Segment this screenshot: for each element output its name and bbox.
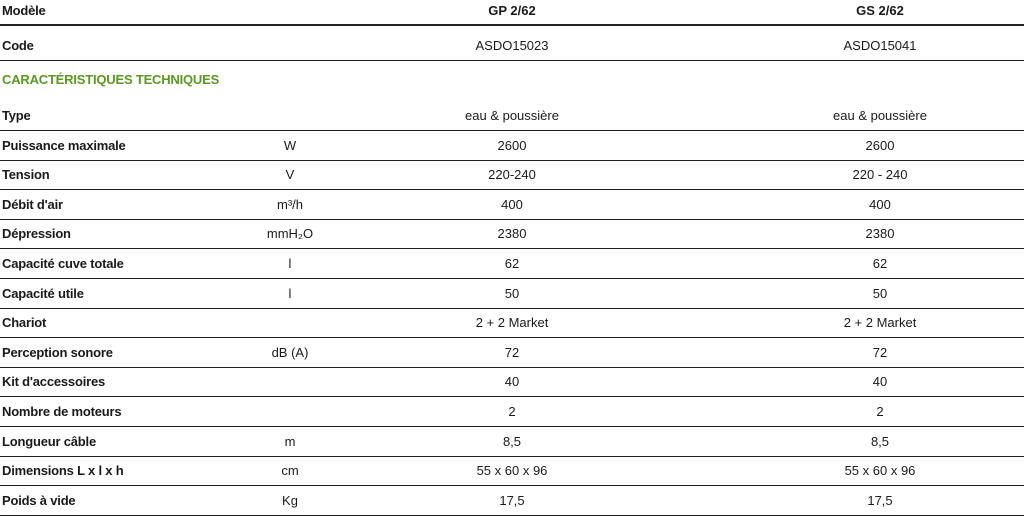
spec-unit: cm (281, 463, 299, 478)
code-label: Code (2, 38, 34, 53)
spec-row (0, 487, 1024, 516)
spec-row (0, 339, 1024, 368)
spec-label: Tension (2, 167, 50, 182)
spec-unit: mmH₂O (266, 226, 314, 241)
spec-value-2: 2 + 2 Market (843, 315, 917, 330)
spec-value-1: 8,5 (502, 434, 522, 449)
spec-value-1: 2380 (497, 226, 527, 241)
spec-value-1: 2 + 2 Market (475, 315, 549, 330)
spec-label: Perception sonore (2, 345, 113, 360)
spec-label: Nombre de moteurs (2, 404, 122, 419)
spec-label: Capacité utile (2, 286, 84, 301)
spec-value-1: 40 (504, 374, 520, 389)
spec-label: Kit d'accessoires (2, 374, 106, 389)
model-header-row (0, 0, 1024, 26)
spec-value-2: 2 (876, 404, 884, 419)
spec-unit: W (283, 138, 297, 153)
code-row (0, 32, 1024, 61)
model-label: Modèle (2, 3, 46, 18)
spec-value-1: 72 (504, 345, 520, 360)
spec-unit: l (288, 256, 292, 271)
spec-row (0, 457, 1024, 486)
spec-value-2: 40 (872, 374, 888, 389)
spec-value-1: 400 (501, 197, 523, 212)
spec-unit (230, 368, 350, 396)
spec-row (0, 280, 1024, 309)
spec-value-2: eau & poussière (833, 108, 927, 123)
spec-row (0, 102, 1024, 131)
model-name-1: GP 2/62 (488, 3, 536, 18)
spec-value-2: 8,5 (870, 434, 890, 449)
spec-row (0, 428, 1024, 457)
spec-unit: m³/h (277, 197, 303, 212)
spec-unit: l (288, 286, 292, 301)
spec-value-1: eau & poussière (465, 108, 559, 123)
spec-row (0, 191, 1024, 220)
spec-label: Longueur câble (2, 434, 96, 449)
spec-value-2: 72 (872, 345, 888, 360)
spec-value-1: 2600 (497, 138, 527, 153)
spec-value-2: 50 (872, 286, 888, 301)
spec-unit (230, 309, 350, 337)
spec-row (0, 309, 1024, 338)
spec-value-2: 62 (872, 256, 888, 271)
code-value-1: ASDO15023 (475, 38, 549, 53)
spec-value-2: 55 x 60 x 96 (844, 463, 916, 478)
spec-unit (230, 398, 350, 426)
spec-value-2: 2380 (865, 226, 895, 241)
spec-value-1: 220-240 (488, 167, 536, 182)
spec-row (0, 398, 1024, 427)
spec-value-1: 55 x 60 x 96 (476, 463, 548, 478)
spec-unit: Kg (282, 493, 298, 508)
spec-value-1: 50 (504, 286, 520, 301)
spec-label: Type (2, 108, 31, 123)
spec-row (0, 132, 1024, 161)
spec-label: Puissance maximale (2, 138, 126, 153)
code-value-2: ASDO15041 (843, 38, 917, 53)
spec-row (0, 220, 1024, 249)
spec-unit: V (285, 167, 295, 182)
spec-value-1: 62 (504, 256, 520, 271)
spec-value-1: 17,5 (499, 493, 525, 508)
spec-unit: dB (A) (271, 345, 309, 360)
spec-value-2: 400 (869, 197, 891, 212)
spec-row (0, 368, 1024, 397)
spec-unit: m (284, 434, 296, 449)
spec-value-2: 17,5 (867, 493, 893, 508)
spec-value-1: 2 (508, 404, 516, 419)
spec-label: Débit d'air (2, 197, 63, 212)
spec-label: Dimensions L x l x h (2, 463, 124, 478)
section-title: CARACTÉRISTIQUES TECHNIQUES (2, 72, 220, 87)
spec-label: Capacité cuve totale (2, 256, 124, 271)
spec-unit (230, 102, 350, 130)
spec-label: Poids à vide (2, 493, 76, 508)
spec-value-2: 220 - 240 (852, 167, 908, 182)
spec-label: Chariot (2, 315, 47, 330)
spec-row (0, 250, 1024, 279)
spec-value-2: 2600 (865, 138, 895, 153)
spec-label: Dépression (2, 226, 71, 241)
model-name-2: GS 2/62 (856, 3, 904, 18)
spec-row (0, 161, 1024, 190)
